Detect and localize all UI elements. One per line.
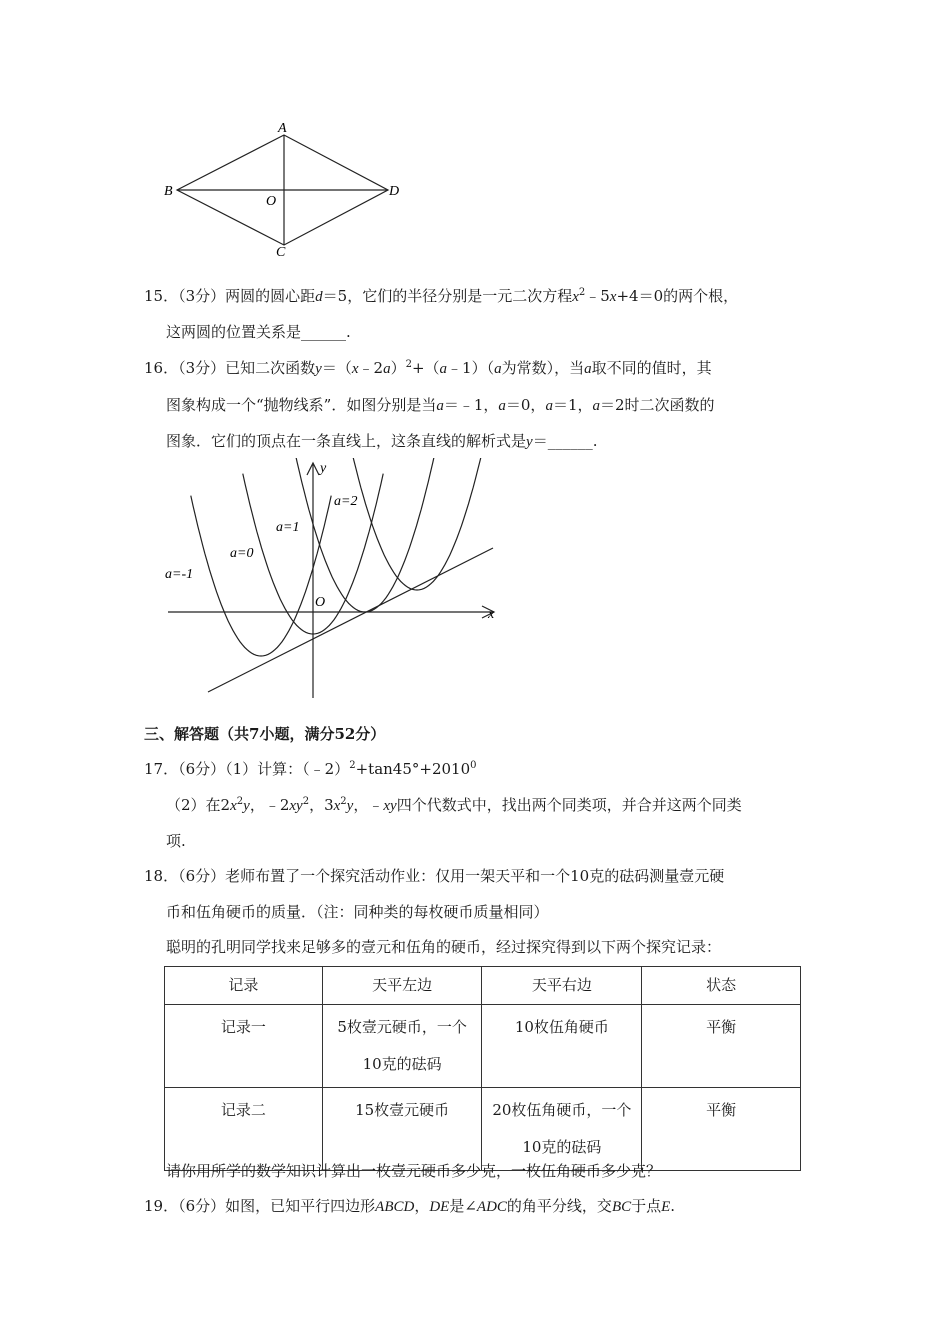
q15-line2: 这两圆的位置关系是______. bbox=[166, 323, 351, 341]
origin-label: O bbox=[315, 595, 326, 610]
table-cell: 10枚伍角硬币 bbox=[482, 1005, 642, 1088]
q18-line3: 聪明的孔明同学找来足够多的壹元和伍角的硬币，经过探究得到以下两个探究记录： bbox=[166, 938, 722, 956]
vertex-label-b: B bbox=[164, 184, 173, 199]
header-cell: 状态 bbox=[642, 967, 801, 1005]
q17-part2: （2）在$2x^2y$，$﹣2xy^2$，$3x^2y$，﹣xy四个代数式中，找出两个同类项，并合并这两个同类 bbox=[166, 796, 742, 814]
label-a2: a=2 bbox=[334, 494, 358, 509]
header-cell: 天平右边 bbox=[482, 967, 642, 1005]
q16-line2: 图象构成一个“抛物线系”．如图分别是当a＝﹣1，a＝0，a＝1，a＝2时二次函数的 bbox=[166, 396, 715, 414]
parabola-a1 bbox=[295, 458, 435, 612]
table-row bbox=[165, 1005, 801, 1088]
table-cell: 15枚壹元硬币 bbox=[322, 1088, 482, 1171]
label-a0: a=0 bbox=[230, 546, 254, 561]
table-cell: 平衡 bbox=[642, 1088, 801, 1171]
record-table bbox=[164, 966, 801, 1171]
vertex-label-d: D bbox=[389, 184, 400, 199]
header-cell: 天平左边 bbox=[322, 967, 482, 1005]
label-a1: a=1 bbox=[276, 520, 300, 535]
rhombus-figure bbox=[160, 118, 410, 260]
q18-line1: 18．（6分）老师布置了一个探究活动作业：仅用一架天平和一个10克的砝码测量壹元硬 bbox=[144, 867, 725, 885]
center-label-o: O bbox=[266, 194, 277, 209]
table-cell: 记录二 bbox=[165, 1088, 323, 1171]
q16-line3: 图象．它们的顶点在一条直线上，这条直线的解析式是y＝______. bbox=[166, 432, 598, 450]
parabola-system-graph bbox=[160, 458, 505, 703]
section3-title: 三、解答题（共7小题，满分52分） bbox=[144, 725, 386, 743]
q17-part1: 17．（6分）（1）计算：$(﹣2)^2+\tan 45^\circ+2010^0$ bbox=[144, 760, 477, 778]
q18-line2: 币和伍角硬币的质量．（注：同种类的每枚硬币质量相同） bbox=[166, 903, 549, 921]
vertex-line bbox=[208, 548, 493, 692]
table-cell: 平衡 bbox=[642, 1005, 801, 1088]
q17-part2-line2: 项. bbox=[166, 832, 186, 850]
q15-line1: 15．（3分）两圆的圆心距d＝5，它们的半径分别是一元二次方程$x^2﹣5x+4=0$的两个根， bbox=[144, 287, 739, 305]
table-cell: 5枚壹元硬币，一个 10克的砝码 bbox=[322, 1005, 482, 1088]
table-row bbox=[165, 1088, 801, 1171]
vertex-label-c: C bbox=[276, 245, 286, 260]
q19-line1: 19．（6分）如图，已知平行四边形ABCD，DE是∠ADC的角平分线，交BC于点E. bbox=[144, 1197, 676, 1215]
header-cell: 记录 bbox=[165, 967, 323, 1005]
q16-line1: 16．（3分）已知二次函数y＝（x﹣2a）$^2$+（a﹣1）（a为常数），当a取不同的值时，其 bbox=[144, 359, 712, 377]
label-a-neg1: a=-1 bbox=[165, 567, 194, 582]
q18-question: 请你用所学的数学知识计算出一枚壹元硬币多少克，一枚伍角硬币多少克？ bbox=[166, 1162, 662, 1180]
x-axis-label: x bbox=[488, 607, 495, 622]
table-header-row bbox=[165, 967, 801, 1005]
parabola-a-1 bbox=[191, 496, 331, 656]
table-cell: 20枚伍角硬币，一个 10克的砝码 bbox=[482, 1088, 642, 1171]
table-cell: 记录一 bbox=[165, 1005, 323, 1088]
vertex-label-a: A bbox=[278, 121, 287, 136]
y-axis-label: y bbox=[320, 461, 327, 476]
